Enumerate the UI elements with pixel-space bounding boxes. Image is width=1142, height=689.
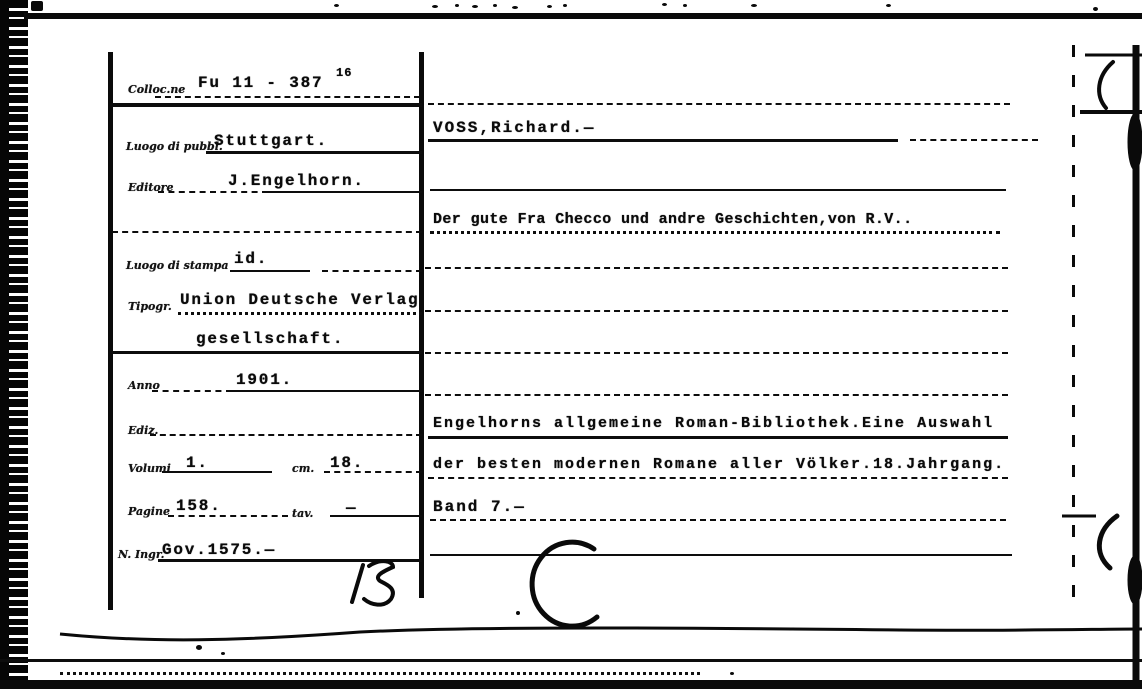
ruled-line xyxy=(268,191,422,193)
ruled-line xyxy=(324,471,422,473)
ruled-line xyxy=(428,436,1008,439)
ruled-line xyxy=(430,189,1006,191)
scan-speck xyxy=(662,3,667,6)
bottom-edge-bar xyxy=(0,680,1142,689)
scan-speck xyxy=(31,1,43,11)
ruled-line xyxy=(425,352,1008,354)
field-value-tipografo: Union Deutsche Verlag xyxy=(180,291,420,309)
field-value-editore: J.Engelhorn. xyxy=(228,172,365,190)
series-line-3: Band 7.— xyxy=(433,498,526,516)
ruled-line xyxy=(322,270,422,272)
field-value-cm: 18. xyxy=(330,454,365,472)
filmstrip-sprocket-texture xyxy=(9,0,28,689)
scan-speck xyxy=(683,4,687,7)
field-value-collocazione-superscript: 16 xyxy=(336,66,353,80)
scan-speck xyxy=(1093,7,1098,11)
field-value-anno: 1901. xyxy=(236,371,294,389)
field-label-edizione: Ediz. xyxy=(128,424,159,437)
ruled-line xyxy=(330,515,422,517)
top-edge-line xyxy=(24,13,1142,19)
ruled-line xyxy=(206,151,422,154)
ruled-line xyxy=(910,139,1038,141)
scan-speck xyxy=(547,5,552,8)
ruled-line xyxy=(430,519,1006,521)
ruled-line xyxy=(428,477,1008,479)
field-label-tavole: tav. xyxy=(292,507,314,520)
scan-speck xyxy=(196,645,202,650)
field-label-collocazione: Colloc.ne xyxy=(128,83,186,96)
card-right-dashed-border xyxy=(1072,45,1075,605)
ruled-line xyxy=(430,231,1000,234)
ruled-line xyxy=(425,267,1008,269)
scan-speck xyxy=(730,672,734,675)
ruled-line xyxy=(430,554,1012,556)
scan-speck xyxy=(455,4,459,7)
card-left-border xyxy=(108,52,113,610)
field-label-volumi: Volumi xyxy=(128,462,171,475)
scan-speck xyxy=(516,611,520,615)
field-label-cm: cm. xyxy=(292,462,315,475)
bottom-straight-line xyxy=(0,659,1142,662)
scan-speck xyxy=(432,5,438,8)
ruled-line xyxy=(112,351,422,354)
ruled-line xyxy=(162,471,272,473)
bottom-speck-row xyxy=(60,672,700,675)
field-value-pagine: 158. xyxy=(176,497,222,515)
ruled-line xyxy=(110,103,422,107)
scan-speck xyxy=(334,4,339,7)
ruled-line xyxy=(152,390,232,392)
ruled-line xyxy=(155,96,420,98)
series-line-2: der besten modernen Romane aller Völker.18.Jahrgang. xyxy=(433,456,1006,473)
ruled-line xyxy=(178,312,422,315)
field-label-tipografo: Tipogr. xyxy=(128,300,172,313)
scan-speck xyxy=(472,5,478,8)
ruled-line xyxy=(232,390,422,392)
field-value-volumi: 1. xyxy=(186,454,209,472)
ruled-line xyxy=(425,310,1008,312)
ruled-line xyxy=(230,270,310,272)
field-value-collocazione: Fu 11 - 387 xyxy=(198,74,324,92)
scan-speck xyxy=(751,4,757,7)
scan-speck xyxy=(512,6,518,9)
scan-speck xyxy=(563,4,567,7)
field-value-tipografo-cont: gesellschaft. xyxy=(196,330,345,348)
field-label-luogo-stampa: Luogo di stampa xyxy=(126,259,229,272)
filmstrip-left-edge xyxy=(0,0,9,689)
field-value-numero-ingresso: Gov.1575.— xyxy=(162,541,277,559)
field-label-luogo-pubbl: Luogo di pubbl. xyxy=(126,140,223,153)
field-value-luogo-stampa: id. xyxy=(234,250,269,268)
ruled-line xyxy=(150,434,422,436)
ruled-line xyxy=(428,139,898,142)
ruled-line xyxy=(158,191,268,193)
ruled-line xyxy=(112,231,422,233)
field-label-pagine: Pagine xyxy=(128,505,170,518)
ruled-line xyxy=(428,103,1010,105)
field-value-luogo-pubbl: Stuttgart. xyxy=(214,132,329,150)
ruled-line xyxy=(168,515,288,517)
title-line: Der gute Fra Checco und andre Geschichten,von R.V.. xyxy=(433,211,913,228)
field-value-tavole: — xyxy=(346,499,358,517)
handwritten-number-mark xyxy=(352,561,393,605)
card-bottom-wavy-edge xyxy=(60,628,1142,640)
scan-speck xyxy=(493,4,497,7)
author-heading: VOSS,Richard.— xyxy=(433,119,596,137)
series-line-1: Engelhorns allgemeine Roman-Bibliothek.Eine Auswahl xyxy=(433,415,995,432)
ruled-line xyxy=(158,559,422,562)
paren-mark-top xyxy=(1099,62,1113,108)
ruled-line xyxy=(425,394,1008,396)
field-label-anno: Anno xyxy=(128,379,160,392)
field-label-numero-ingresso: N. Ingr. xyxy=(118,548,165,561)
scan-speck xyxy=(221,652,225,655)
field-label-editore: Editore xyxy=(128,181,174,194)
paren-mark-bottom xyxy=(1099,516,1117,568)
scan-speck xyxy=(886,4,891,7)
